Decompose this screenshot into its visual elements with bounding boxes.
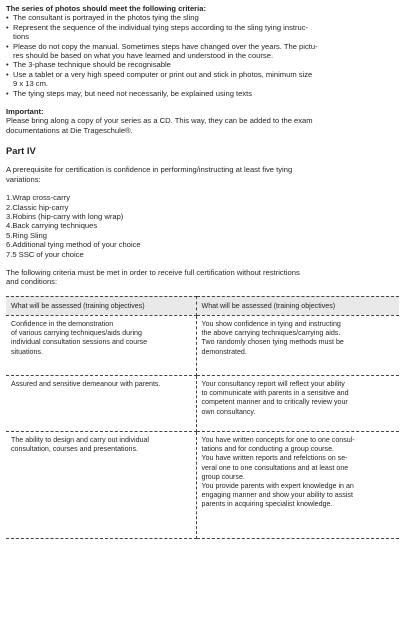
variation-item: 2.Classic hip-carry (6, 202, 69, 212)
criteria-bullet-text: The tying steps may, but need not necessarily, be explained using texts (13, 88, 253, 98)
table-header-cell: What will be assessed (training objectives) (6, 296, 196, 315)
criteria-bullet-text: The consultant is portrayed in the photos tying the sling (13, 13, 199, 23)
variation-item: 7.5 SSC of your choice (6, 249, 84, 259)
table-cell: You show confidence in tying and instructing the above carrying techniques/carrying aids. Two randomly chosen tying methods must be demonstrated. (196, 315, 399, 375)
table-cell: The ability to design and carry out individual consultation, courses and presentations. (6, 431, 196, 538)
variation-item: 5.Ring Sling (6, 230, 47, 240)
table-cell: Confidence in the demonstration of various carrying techniques/aids during individual consultation sessions and course situations. (6, 315, 196, 375)
photo-series-heading: The series of photos should meet the following criteria: (6, 4, 206, 13)
variation-item: 1.Wrap cross-carry (6, 193, 70, 203)
part-iv-intro: A prerequisite for certification is confidence in performing/instructing at least five tying variations: (6, 165, 293, 184)
criteria-bullet-text: Use a tablet or a very high speed computer or print out and stick in photos, minimum size 9 x 13 cm. (13, 69, 313, 89)
criteria-bullet (6, 60, 399, 69)
photo-series-criteria-list (6, 13, 399, 98)
criteria-bullet (6, 42, 399, 61)
important-heading: Important: (6, 107, 44, 117)
criteria-bullet (6, 13, 399, 22)
table-cell: You have written concepts for one to one consul- tations and for conducting a group course. You have written reports and refelctions on se- veral one to one consultations and at least one group course. You provide parents with expert knowledge in an engaging manner and show your ability to assist parents in acquiring specialist knowledge. (196, 431, 399, 538)
assessment-criteria-table (6, 296, 399, 539)
table-row (6, 431, 399, 538)
criteria-bullet-text: Represent the sequence of the individual tying steps according to the sling tying instruc- tions (13, 22, 309, 42)
criteria-bullet-text: Please do not copy the manual. Sometimes steps have changed over the years. The pictu- res should be based on what you have learned and understood in the course. (13, 41, 318, 61)
table-cell: Your consultancy report will reflect your ability to communicate with parents in a sensitive and competent manner and to critically review your own consultancy. (196, 375, 399, 431)
criteria-bullet-text: The 3-phase technique should be recognisable (13, 60, 171, 70)
table-row (6, 315, 399, 375)
criteria-intro: The following criteria must be met in order to receive full certification without restrictions and conditions: (6, 267, 300, 287)
variation-item: 4.Back carrying techniques (6, 221, 98, 231)
tying-variations-list (6, 193, 399, 259)
criteria-bullet (6, 23, 399, 42)
table-header-row (6, 296, 399, 315)
variation-item: 6.Additional tying method of your choice (6, 240, 141, 250)
criteria-bullet (6, 70, 399, 89)
table-header-cell: What will be assessed (training objectives) (196, 296, 399, 315)
table-row (6, 375, 399, 431)
part-iv-heading: Part IV (6, 145, 36, 157)
document-page (6, 4, 399, 539)
variation-item: 3.Robins (hip-carry with long wrap) (6, 211, 124, 221)
table-cell: Assured and sensitive demeanour with parents. (6, 375, 196, 431)
criteria-bullet (6, 89, 399, 98)
important-text: Please bring along a copy of your series as a CD. This way, they can be added to the exam documentations at Die Trageschule®. (6, 116, 313, 135)
